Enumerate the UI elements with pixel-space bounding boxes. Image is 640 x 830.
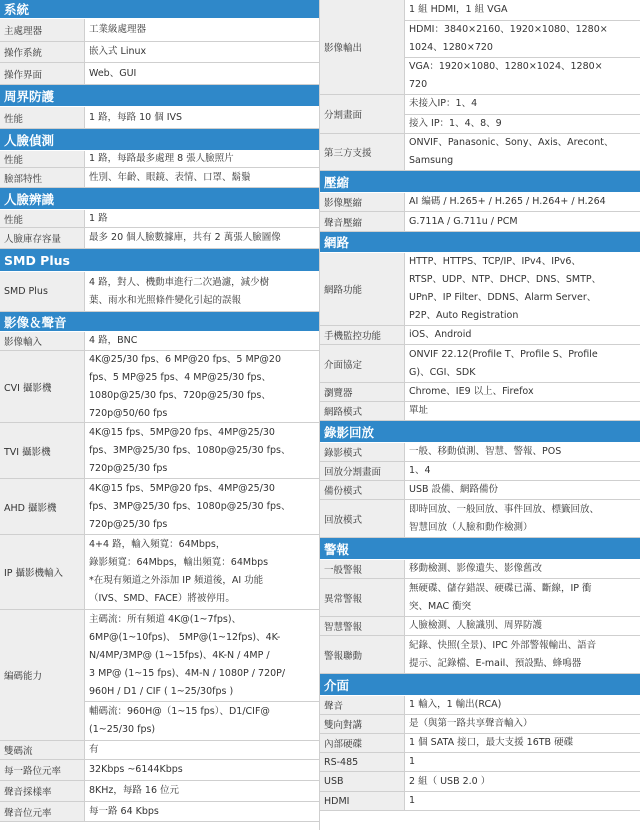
spec-value-line: 有	[89, 744, 99, 755]
spec-value	[405, 95, 640, 133]
spec-label: 手機監控功能	[320, 326, 405, 344]
spec-value-line: 6MP@(1~10fps)、 5MP@(1~12fps)、4K-	[89, 631, 281, 643]
spec-label: 異常警報	[320, 579, 405, 616]
spec-value	[405, 560, 640, 578]
spec-value-line: Web、GUI	[89, 67, 137, 79]
spec-value-block	[405, 212, 640, 231]
spec-value	[85, 479, 319, 534]
spec-row	[320, 193, 640, 212]
spec-value-line: (1~25/30 fps)	[89, 724, 156, 735]
spec-row	[320, 95, 640, 134]
spec-label: 錄影模式	[320, 443, 405, 461]
spec-value-line: Samsung	[409, 155, 454, 166]
spec-value-line: 1 路，每路 10 個 IVS	[89, 111, 183, 123]
spec-label: 聲音採樣率	[0, 781, 85, 801]
spec-column-left	[0, 0, 319, 830]
spec-value-line: *在現有頻道之外添加 IP 頻道後，AI 功能	[89, 575, 264, 586]
spec-value-line: 一般、移動偵測、智慧、警報、POS	[409, 446, 562, 457]
spec-value-block	[85, 228, 319, 248]
section-header: 網路	[320, 232, 640, 253]
spec-value-line: fps、5 MP@25 fps、4 MP@25/30 fps、	[89, 371, 271, 383]
spec-value-line: 移動檢測、影像遺失、影像舊改	[409, 563, 543, 574]
spec-row	[320, 500, 640, 538]
spec-value	[405, 772, 640, 791]
spec-label: 雙向對講	[320, 715, 405, 733]
spec-value-line: 嵌入式 Linux	[89, 46, 147, 57]
spec-value	[85, 610, 319, 740]
spec-value	[85, 107, 319, 128]
spec-value	[405, 696, 640, 714]
spec-value-line: AI 編碼 / H.265+ / H.265 / H.264+ / H.264	[409, 196, 606, 207]
spec-row	[320, 636, 640, 674]
spec-value	[405, 443, 640, 461]
spec-row	[0, 107, 319, 129]
spec-value	[405, 134, 640, 170]
spec-value-block	[85, 107, 319, 128]
spec-value-block	[85, 42, 319, 62]
spec-value	[405, 212, 640, 231]
spec-value-block	[405, 772, 640, 791]
spec-value-block	[405, 734, 640, 752]
spec-label: 人臉庫存容量	[0, 228, 85, 248]
spec-value-line: 性別、年齡、眼鏡、表情、口罩、鬍鬚	[89, 171, 251, 183]
spec-value-line: G.711A / G.711u / PCM	[409, 215, 518, 227]
spec-value-line: G)、CGI、SDK	[409, 366, 476, 378]
spec-value	[405, 753, 640, 771]
spec-value-line: fps、3MP@25/30 fps、1080p@25/30 fps、	[89, 500, 291, 512]
spec-label: 操作系統	[0, 42, 85, 62]
section-header: 人臉偵測	[0, 129, 319, 151]
spec-row	[320, 326, 640, 345]
spec-value	[405, 326, 640, 344]
spec-value-line: 單址	[409, 405, 429, 416]
spec-label: 每一路位元率	[0, 760, 85, 780]
spec-value	[85, 741, 319, 759]
spec-value	[85, 19, 319, 41]
spec-value-line: 720p@25/30 fps	[89, 462, 168, 474]
spec-value-line: 4K@15 fps、5MP@20 fps、4MP@25/30	[89, 426, 275, 438]
spec-label: 聲音	[320, 696, 405, 714]
spec-value-line: 720p@25/30 fps	[89, 518, 168, 530]
section-header: 人臉辨識	[0, 188, 319, 210]
spec-value-block	[85, 741, 319, 759]
spec-sub-row	[405, 0, 640, 20]
spec-value-block	[405, 696, 640, 714]
spec-row	[0, 423, 319, 479]
spec-row	[0, 535, 319, 610]
spec-value-line: iOS、Android	[409, 329, 472, 340]
spec-value-line: 960H / D1 / CIF ( 1~25/30fps )	[89, 685, 234, 697]
spec-value-line: USB 設備、網路備份	[409, 484, 499, 495]
spec-value-block	[85, 760, 319, 780]
spec-value-line: 接入 IP：1、4、8、9	[409, 117, 502, 129]
spec-value-block	[405, 326, 640, 344]
spec-value-line: HTTP、HTTPS、TCP/IP、IPv4、IPv6、	[409, 256, 581, 267]
spec-label: 臉部特性	[0, 168, 85, 187]
spec-row	[0, 351, 319, 423]
spec-label: AHD 攝影機	[0, 479, 85, 534]
spec-value-line: 1 路	[89, 212, 108, 224]
spec-value-line: 每一路 64 Kbps	[89, 805, 159, 817]
spec-label: RS-485	[320, 753, 405, 771]
spec-value-line: fps、3MP@25/30 fps、1080p@25/30 fps、	[89, 444, 291, 456]
spec-value	[405, 402, 640, 420]
spec-row	[320, 443, 640, 462]
spec-label: 瀏覽器	[320, 383, 405, 401]
spec-value-line: 1	[409, 756, 416, 767]
section-header: 警報	[320, 538, 640, 560]
spec-value-block	[405, 402, 640, 420]
spec-value	[85, 535, 319, 609]
section-header: 系統	[0, 0, 319, 19]
spec-sub-row	[405, 20, 640, 57]
spec-label: 第三方支援	[320, 134, 405, 170]
spec-row	[0, 151, 319, 168]
spec-row	[0, 332, 319, 351]
spec-value-line: HDMI：3840×2160、1920×1080、1280×	[409, 24, 608, 35]
spec-value-block	[405, 579, 640, 616]
spec-value-line: 1080p@25/30 fps、720p@25/30 fps、	[89, 389, 271, 401]
spec-value-line: 即時回放、一般回放、事件回放、標籤回放、	[409, 503, 600, 515]
spec-label: 網路功能	[320, 253, 405, 325]
spec-value-line: 32Kbps ~6144Kbps	[89, 764, 183, 775]
spec-label: 影像輸出	[320, 0, 405, 94]
section-header: 錄影回放	[320, 421, 640, 443]
spec-label: 雙碼流	[0, 741, 85, 759]
spec-value	[405, 792, 640, 810]
spec-label: IP 攝影機輸入	[0, 535, 85, 609]
spec-row	[320, 734, 640, 753]
spec-label: 回放分割畫面	[320, 462, 405, 480]
spec-value-block	[405, 193, 640, 211]
spec-label: 備份模式	[320, 481, 405, 499]
spec-label: 性能	[0, 107, 85, 128]
spec-value	[405, 715, 640, 733]
spec-value	[405, 481, 640, 499]
spec-value-line: 4+4 路，輸入頻寬：64Mbps，	[89, 539, 226, 550]
spec-value	[405, 193, 640, 211]
spec-value-block	[85, 535, 319, 609]
spec-value	[405, 636, 640, 673]
spec-value	[405, 579, 640, 616]
spec-row	[0, 210, 319, 228]
spec-row	[320, 253, 640, 326]
spec-row	[320, 560, 640, 579]
spec-value-block	[85, 210, 319, 227]
spec-row	[0, 168, 319, 188]
spec-row	[320, 579, 640, 617]
spec-row	[320, 481, 640, 500]
spec-value-line: 720p@50/60 fps	[89, 407, 168, 419]
spec-value-block	[85, 63, 319, 84]
spec-value	[405, 500, 640, 537]
spec-value-block	[85, 272, 319, 311]
spec-value-line: 1 輸入，1 輸出(RCA)	[409, 699, 502, 710]
spec-label: 智慧警報	[320, 617, 405, 635]
spec-value-block	[405, 617, 640, 635]
spec-value-block	[405, 462, 640, 480]
spec-value-line: 1 路，每路最多處理 8 張人臉照片	[89, 153, 234, 164]
spec-value-line: 主碼流：所有頻道 4K@(1~7fps)、	[89, 613, 242, 625]
spec-row	[0, 760, 319, 781]
spec-row	[320, 617, 640, 636]
spec-value	[405, 345, 640, 382]
spec-value-line: ONVIF、Panasonic、Sony、Axis、Arecont、	[409, 137, 614, 148]
spec-value-line: UPnP、IP Filter、DDNS、Alarm Server、	[409, 292, 597, 303]
spec-value	[85, 423, 319, 478]
spec-value-block	[85, 332, 319, 350]
spec-row	[0, 802, 319, 822]
spec-value-block	[405, 500, 640, 537]
spec-value-line: 8KHz，每路 16 位元	[89, 785, 180, 796]
spec-value-line: VGA：1920×1080、1280×1024、1280×	[409, 61, 603, 72]
spec-label: 一般警報	[320, 560, 405, 578]
section-header: 影像＆聲音	[0, 312, 319, 332]
spec-value-line: 無硬碟、儲存錯誤、硬碟已滿、斷線，IP 衝	[409, 582, 592, 594]
spec-label: HDMI	[320, 792, 405, 810]
spec-value	[85, 802, 319, 821]
spec-sub-row	[405, 95, 640, 114]
spec-value-line: 紀錄、快照(全景)、IPC 外部警報輸出、語音	[409, 639, 597, 651]
spec-row	[320, 715, 640, 734]
spec-value-block	[405, 443, 640, 461]
spec-value-block	[85, 19, 319, 41]
spec-label: 主處理器	[0, 19, 85, 41]
spec-value-line: 1、4	[409, 465, 431, 476]
spec-value-block	[405, 792, 640, 810]
section-header: 壓縮	[320, 171, 640, 193]
spec-column-right	[319, 0, 640, 830]
spec-label: 性能	[0, 210, 85, 227]
spec-value	[405, 383, 640, 401]
spec-row	[0, 63, 319, 85]
spec-label: 聲音壓縮	[320, 212, 405, 231]
spec-label: 編碼能力	[0, 610, 85, 740]
spec-value-line: N/4MP/3MP@ (1~15fps)、4K-N / 4MP /	[89, 649, 270, 661]
spec-row	[320, 0, 640, 95]
spec-label: 影像輸入	[0, 332, 85, 350]
spec-value-line: 人臉檢測、人臉識別、周界防護	[409, 620, 543, 631]
spec-value-line: 輔碼流：960H@（1~15 fps）、D1/CIF@	[89, 706, 270, 717]
spec-value-block	[85, 610, 319, 701]
spec-label: CVI 攝影機	[0, 351, 85, 422]
spec-value	[85, 42, 319, 62]
spec-label: 性能	[0, 151, 85, 167]
spec-value	[405, 0, 640, 94]
spec-value	[405, 734, 640, 752]
spec-value	[85, 351, 319, 422]
spec-row	[0, 479, 319, 535]
spec-label: 回放模式	[320, 500, 405, 537]
spec-value	[405, 253, 640, 325]
spec-value-line: 最多 20 個人臉數據庫，共有 2 萬張人臉圖像	[89, 232, 281, 243]
spec-label: 內部硬碟	[320, 734, 405, 752]
spec-sub-row	[85, 701, 319, 740]
spec-value-block	[85, 168, 319, 187]
spec-value-block	[405, 753, 640, 771]
spec-value-line: 3 MP@ (1~15 fps)、4M-N / 1080P / 720P/	[89, 667, 286, 679]
spec-value-block	[405, 715, 640, 733]
spec-value-line: 葉、雨水和光照條件變化引起的誤報	[89, 294, 242, 306]
spec-label: 聲音位元率	[0, 802, 85, 821]
spec-value-line: （IVS、SMD、FACE）將被停用。	[89, 593, 235, 604]
spec-label: 操作界面	[0, 63, 85, 84]
spec-value-line: 1024、1280×720	[409, 42, 493, 53]
spec-row	[320, 134, 640, 171]
spec-value-line: 1 組 HDMI，1 組 VGA	[409, 4, 508, 15]
spec-value-line: 4K@15 fps、5MP@20 fps、4MP@25/30	[89, 482, 275, 494]
spec-value-line: 是（與第一路共享聲音輸入）	[409, 718, 533, 729]
spec-row	[0, 272, 319, 312]
spec-row	[0, 741, 319, 760]
spec-label: 影像壓縮	[320, 193, 405, 211]
spec-value	[405, 617, 640, 635]
spec-row	[320, 772, 640, 792]
spec-value-block	[405, 560, 640, 578]
spec-row	[320, 345, 640, 383]
spec-value-line: 1	[409, 795, 416, 806]
spec-value-line: 錄影頻寬：64Mbps，輸出頻寬：64Mbps	[89, 557, 269, 568]
spec-value-line: 720	[409, 79, 428, 90]
spec-row	[320, 462, 640, 481]
spec-value-block	[405, 481, 640, 499]
spec-value	[405, 462, 640, 480]
spec-value-block	[405, 134, 640, 170]
spec-value-block	[405, 345, 640, 382]
spec-value-block	[85, 479, 319, 534]
spec-row	[0, 42, 319, 63]
spec-row	[320, 383, 640, 402]
spec-row	[320, 696, 640, 715]
spec-label: TVI 攝影機	[0, 423, 85, 478]
spec-row	[320, 402, 640, 421]
spec-value	[85, 210, 319, 227]
spec-value-block	[405, 383, 640, 401]
section-header: 介面	[320, 674, 640, 696]
spec-row	[320, 212, 640, 232]
spec-value-block	[405, 253, 640, 325]
spec-label: 警報聯動	[320, 636, 405, 673]
spec-row	[0, 610, 319, 741]
spec-row	[0, 19, 319, 42]
spec-value-block	[405, 636, 640, 673]
section-header: 周界防護	[0, 85, 319, 107]
spec-value	[85, 151, 319, 167]
spec-value-line: 工業級處理器	[89, 24, 147, 35]
spec-label: USB	[320, 772, 405, 791]
spec-value-line: 4 路，BNC	[89, 335, 138, 346]
spec-value-block	[85, 151, 319, 167]
spec-label: 介面協定	[320, 345, 405, 382]
spec-sub-row	[405, 57, 640, 94]
spec-label: 網路模式	[320, 402, 405, 420]
spec-value	[85, 168, 319, 187]
spec-row	[320, 753, 640, 772]
spec-value-line: P2P、Auto Registration	[409, 310, 519, 321]
spec-label: 分割畫面	[320, 95, 405, 133]
spec-label: SMD Plus	[0, 272, 85, 311]
spec-value	[85, 228, 319, 248]
spec-value-line: 1 個 SATA 接口，最大支援 16TB 硬碟	[409, 737, 574, 748]
spec-value-line: 4 路，對人、機動車進行二次過濾，減少樹	[89, 276, 270, 288]
section-header: SMD Plus	[0, 249, 319, 272]
spec-value-line: Chrome、IE9 以上、Firefox	[409, 386, 534, 397]
spec-row	[0, 228, 319, 249]
spec-value-line: 未接入IP：1、4	[409, 98, 478, 110]
spec-value-line: 智慧回放（人臉和動作檢測）	[409, 521, 533, 533]
spec-value	[85, 781, 319, 801]
spec-value-block	[85, 802, 319, 821]
spec-value-line: 4K@25/30 fps、6 MP@20 fps、5 MP@20	[89, 353, 281, 365]
spec-row	[320, 792, 640, 811]
spec-value	[85, 760, 319, 780]
spec-row	[0, 781, 319, 802]
spec-value	[85, 272, 319, 311]
spec-value-block	[85, 423, 319, 478]
spec-value-block	[85, 351, 319, 422]
spec-value-line: RTSP、UDP、NTP、DHCP、DNS、SMTP、	[409, 274, 602, 285]
spec-sub-row	[405, 114, 640, 134]
spec-value-line: ONVIF 22.12(Profile T、Profile S、Profile	[409, 348, 598, 360]
spec-value-line: 2 組（ USB 2.0 ）	[409, 775, 491, 787]
spec-value-line: 突、MAC 衝突	[409, 600, 472, 612]
spec-value	[85, 63, 319, 84]
spec-value	[85, 332, 319, 350]
spec-value-line: 提示、記錄檔、E-mail、預設點、蜂鳴器	[409, 657, 582, 669]
spec-value-block	[85, 781, 319, 801]
